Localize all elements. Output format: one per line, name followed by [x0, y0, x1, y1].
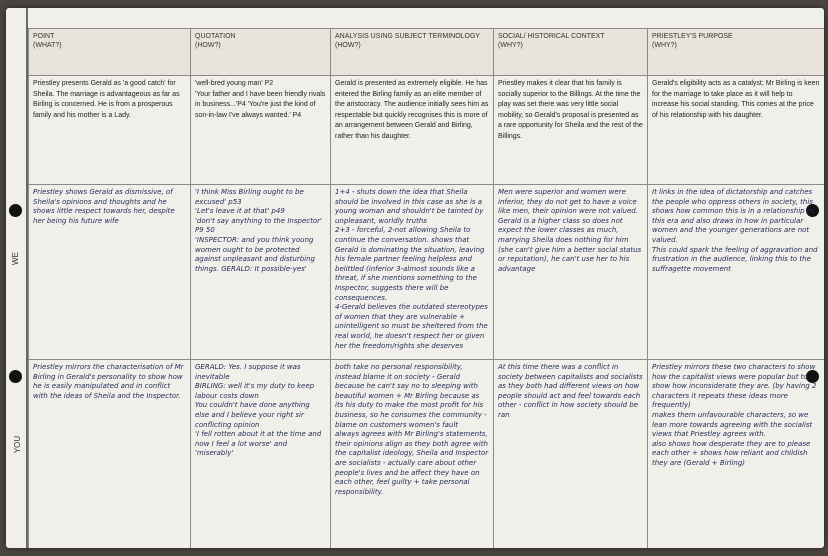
handwritten-cell: GERALD: Yes. I suppose it was inevitable BIRLING: well it's my duty to keep labour costs down You couldn't have done anything else and I believe your right sir conflicting opinion 'I fell rotten about it at the time and now I feel a lot worse' and 'miserably' — [191, 360, 331, 549]
table-cell: 'well-bred young man' P2 'Your father and I have been friendly rivals in business...'P4 'You're just the kind of son-in-law I've always wanted.' P4 — [191, 76, 331, 185]
table-cell: Gerald is presented as extremely eligible. He has entered the Birling family as an elite member of the aristocracy. The audience initially sees him as respectable but quickly recognises this is more of an arrangement between Gerald and Birling, rather than his daughter. — [331, 76, 494, 185]
header-cell: QUOTATION (HOW?) — [191, 29, 331, 76]
side-label-we: WE — [10, 252, 20, 265]
handwritten-cell: At this time there was a conflict in society between capitalists and socialists as they both had different views on how people should act and feel towards each other - conflict in how society should be ran — [494, 360, 648, 549]
worksheet-paper — [6, 8, 824, 548]
handwritten-cell: Priestley mirrors these two characters to show how the capitalist views were popular but to show how inconsiderate they are. (by having 2 characters it repeats these ideas more frequently) makes them unfavourable characters, so we lean more towards agreeing with the socialist views that Priestley agrees with. also shows how desperate they are to please each other + shows how reliant and childish they are (Gerald + Birling) — [648, 360, 825, 549]
you-row — [29, 360, 825, 549]
handwritten-cell: 1+4 - shuts down the idea that Sheila should be involved in this case as she is a young woman and shouldn't be tainted by unpleasant, worldly truths 2+3 - forceful, 2-not allowing Sheila to continue the conversation. shows that Gerald is dominating the situation, leaving his female partner feeling helpless and belittled (inferior 3-almost sounds like a threat, if she mentions something to the Inspector, suggests there will be consequences. 4-Gerald believes the outdated stereotypes of women that they are vulnerable + unintelligent so must be sheltered from the real world, he doesn't respect her or given her the freedom/rights she deserves — [331, 185, 494, 360]
punch-hole — [9, 204, 22, 217]
we-row — [29, 185, 825, 360]
side-label-you: YOU — [13, 435, 23, 454]
header-cell: PRIESTLEY'S PURPOSE (WHY?) — [648, 29, 825, 76]
table-cell: Priestley presents Gerald as 'a good catch' for Sheila. The marriage is advantageous as far as Birling is concerned. He is from a prosperous family and his mother is a Lady. — [29, 76, 191, 185]
handwritten-cell: Men were superior and women were inferior, they do not get to have a voice like men, their opinion were not valued. Gerald is a higher class so does not expect the lower classes as much, marrying Sheila does nothing for him (she can't give him a better social status or reputation), he can't use her to his advantage — [494, 185, 648, 360]
table-cell: Gerald's eligibility acts as a catalyst; Mr Birling is keen for the marriage to take place as it will help to increase his social standing. This comes at the price of his relationship with his daughter. — [648, 76, 825, 185]
header-row — [29, 29, 825, 76]
handwritten-cell: both take no personal responsibility, instead blame it on society - Gerald because he can't say no to sleeping with beautiful women + Mr Birling because as its his duty to make the most profit for his business, so he consumes the community - blame on customers women's fault always agrees with Mr Birling's statements, their opinions align as they both agree with the capitalist ideology, Sheila and Inspector are socialists - actually care about other people's lives and be affect they have on each other, feel guilty + take personal responsibility. — [331, 360, 494, 549]
header-cell: POINT (WHAT?) — [29, 29, 191, 76]
handwritten-cell: Priestley mirrors the characterisation of Mr Birling in Gerald's personality to show how he is easily manipulated and in conflict with the ideas of Sheila and the Inspector. — [29, 360, 191, 549]
handwritten-cell: It links in the idea of dictatorship and catches the people who oppress others in society, this shows how common this is in a relationship in this era and also draws in how in particular women and the younger generations are not valued. This could spark the feeling of aggravation and frustration in the audience, linking this to the suffragette movement — [648, 185, 825, 360]
analysis-table — [28, 28, 824, 548]
punch-hole — [9, 370, 22, 383]
table-cell: Priestley makes it clear that his family is socially superior to the Billings. At the time the play was set there was very little social mobility, so Gerald's proposal is presented as a rare opportunity for Sheila and the rest of the Billings. — [494, 76, 648, 185]
header-cell: ANALYSIS USING SUBJECT TERMINOLOGY (HOW?) — [331, 29, 494, 76]
header-cell: SOCIAL/ HISTORICAL CONTEXT (WHY?) — [494, 29, 648, 76]
handwritten-cell: 'I think Miss Birling ought to be excused' p53 'Let's leave it at that' p49 'don't say anything to the Inspector' P9 50 'INSPECTOR: and you think young women ought to be protected against unpleasant and disturbing things. GERALD: It possible-yes' — [191, 185, 331, 360]
handwritten-cell: Priestley shows Gerald as dismissive, of Sheila's opinions and thoughts and he shows little respect towards her, despite her being his future wife — [29, 185, 191, 360]
example-row — [29, 76, 825, 185]
